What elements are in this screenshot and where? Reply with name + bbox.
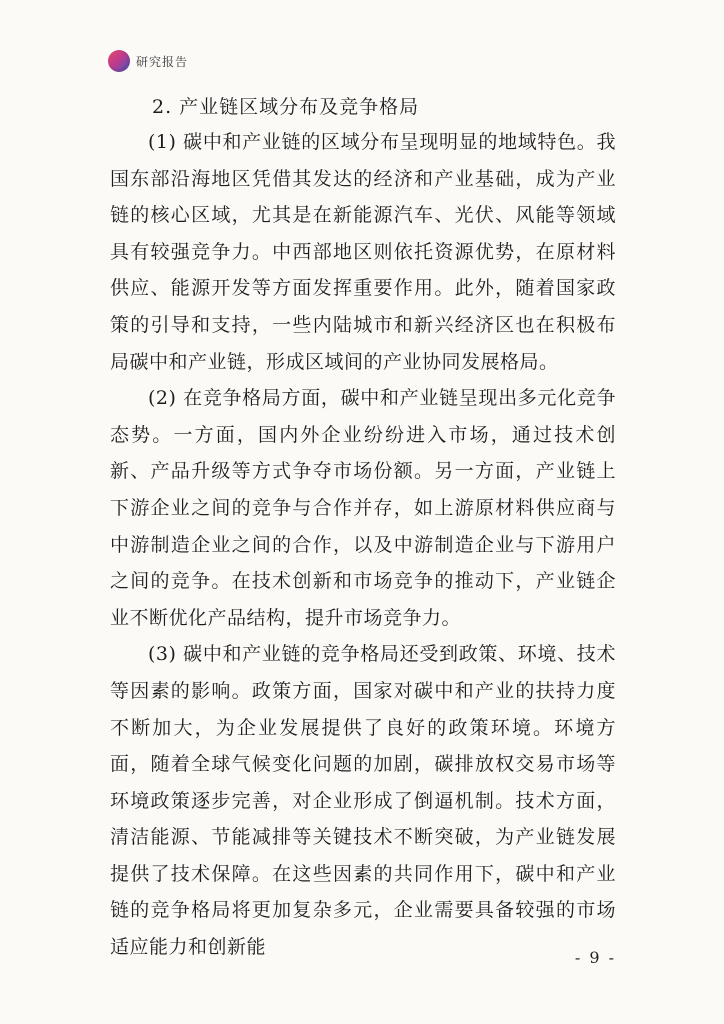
logo-icon bbox=[108, 50, 130, 72]
paragraph-1: (1) 碳中和产业链的区域分布呈现明显的地域特色。我国东部沿海地区凭借其发达的经济和产业基础，成为产业链的核心区域，尤其是在新能源汽车、光伏、风能等领域具有较强竞争力。中西部地区则依托资源优势，在原材料供应、能源开发等方面发挥重要作用。此外，随着国家政策的引导和支持，一些内陆城市和新兴经济区也在积极布局碳中和产业链，形成区域间的产业协同发展格局。 bbox=[110, 131, 616, 373]
paragraph-3: (3) 碳中和产业链的竞争格局还受到政策、环境、技术等因素的影响。政策方面，国家对碳中和产业的扶持力度不断加大，为企业发展提供了良好的政策环境。环境方面，随着全球气候变化问题的加剧，碳排放权交易市场等环境政策逐步完善，对企业形成了倒逼机制。技术方面，清洁能源、节能减排等关键技术不断突破，为产业链发展提供了技术保障。在这些因素的共同作用下，碳中和产业链的竞争格局将更加复杂多元，企业需要具备较强的市场适应能力和创新能 bbox=[110, 643, 616, 959]
paragraph-2: (2) 在竞争格局方面，碳中和产业链呈现出多元化竞争态势。一方面，国内外企业纷纷进入市场，通过技术创新、产品升级等方式争夺市场份额。另一方面，产业链上下游企业之间的竞争与合作并存，如上游原材料供应商与中游制造企业之间的合作，以及中游制造企业与下游用户之间的竞争。在技术创新和市场竞争的推动下，产业链企业不断优化产品结构，提升市场竞争力。 bbox=[110, 387, 616, 629]
section-heading: 2. 产业链区域分布及竞争格局 bbox=[152, 96, 420, 118]
header-label: 研究报告 bbox=[136, 54, 189, 69]
page-number: - 9 - bbox=[574, 948, 616, 967]
document-body bbox=[110, 90, 616, 966]
report-header bbox=[108, 50, 188, 72]
